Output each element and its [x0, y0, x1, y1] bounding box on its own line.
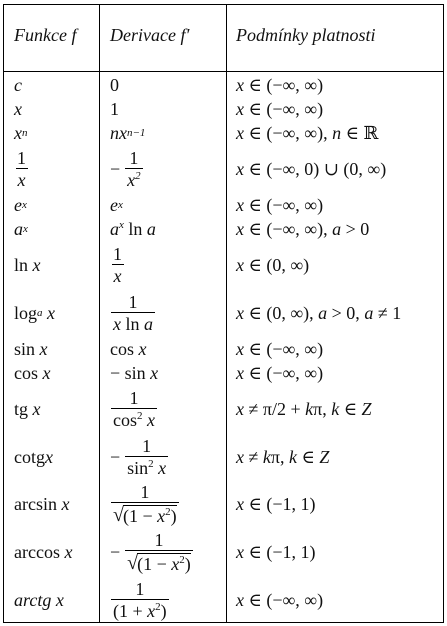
table-row: [4, 241, 443, 289]
function-cell: arcsin x: [14, 494, 70, 514]
table-row: [4, 193, 443, 217]
header-divider: [4, 71, 443, 72]
function-cell: ln x: [14, 255, 41, 275]
header-conditions: Podmínky platnosti: [236, 25, 376, 45]
table-row: [4, 481, 443, 527]
table-row: [4, 527, 443, 577]
conditions-cell: x ∈ (−∞, ∞): [236, 75, 324, 95]
table-row: [4, 385, 443, 433]
derivative-cell: − $\frac{1}{x^2}$: [110, 148, 141, 190]
derivative-cell: $\frac{1}{(1 + x^2)}$: [113, 579, 167, 621]
table-row: [4, 145, 443, 193]
function-cell: arccos x: [14, 542, 73, 562]
conditions-cell: x ∈ (−∞, ∞): [236, 99, 324, 119]
table-row: [4, 217, 443, 241]
derivative-cell: 1: [110, 99, 119, 119]
conditions-cell: x ∈ (0, ∞): [236, 255, 310, 275]
table-row: [4, 121, 443, 145]
function-cell: $\frac{1}{x}$: [17, 148, 26, 190]
table-row: [4, 577, 443, 623]
header-derivative: Derivace f′: [110, 25, 190, 45]
derivative-cell: $\frac{1}{x}$: [113, 244, 122, 286]
function-cell: c: [14, 75, 22, 95]
derivatives-table: [3, 4, 444, 623]
function-cell: x n: [14, 123, 28, 143]
conditions-cell: x ∈ (−∞, ∞): [236, 195, 324, 215]
derivative-cell: − $\frac{1}{\sin^2 x}$: [110, 436, 167, 478]
function-cell: arctg x: [14, 590, 64, 610]
derivative-cell: $\frac{1}{\text{x ln a}}$: [113, 292, 154, 334]
conditions-cell: x ∈ (0, ∞), a > 0, a ≠ 1: [236, 303, 402, 323]
table-row: [4, 337, 443, 361]
function-cell: cos x: [14, 363, 51, 383]
conditions-cell: x ∈ (−∞, ∞): [236, 590, 324, 610]
conditions-cell: x ∈ (−∞, 0) ∪ (0, ∞): [236, 159, 387, 179]
table-row: [4, 97, 443, 121]
derivative-cell: e x: [110, 195, 123, 215]
derivative-cell: − 1 √ $(1 - x^2)$: [110, 530, 191, 574]
table-row: [4, 433, 443, 481]
header-function: Funkce f: [14, 25, 77, 45]
conditions-cell: x ≠ π/2 + k π, k ∈ Z: [236, 399, 372, 419]
derivative-cell: $a^x$ ln a: [110, 219, 156, 239]
function-cell: x: [14, 99, 22, 119]
table-row: [4, 289, 443, 337]
derivative-cell: 1 √ $(1 - x^2)$: [113, 482, 177, 526]
conditions-cell: x ∈ (−∞, ∞): [236, 363, 324, 383]
table-row: [4, 361, 443, 385]
function-cell: cotg x: [14, 447, 53, 467]
conditions-cell: x ≠ k π, k ∈ Z: [236, 447, 330, 467]
function-cell: sin x: [14, 339, 48, 359]
function-cell: a x: [14, 219, 28, 239]
conditions-cell: x ∈ (−1, 1): [236, 494, 316, 514]
derivative-cell: nx n−1: [110, 123, 146, 143]
conditions-cell: x ∈ (−∞, ∞): [236, 339, 324, 359]
conditions-cell: x ∈ (−∞, ∞), a > 0: [236, 219, 370, 239]
table-row: [4, 73, 443, 97]
conditions-cell: x ∈ (−1, 1): [236, 542, 316, 562]
derivative-cell: − sin x: [110, 363, 159, 383]
function-cell: e x: [14, 195, 27, 215]
derivative-cell: $\frac{1}{\cos^2 x}$: [113, 388, 155, 430]
function-cell: log a x: [14, 303, 56, 323]
conditions-cell: x ∈ (−∞, ∞), n ∈ ℝ: [236, 123, 379, 143]
function-cell: tg x: [14, 399, 41, 419]
derivative-cell: cos x: [110, 339, 147, 359]
derivative-cell: 0: [110, 75, 119, 95]
